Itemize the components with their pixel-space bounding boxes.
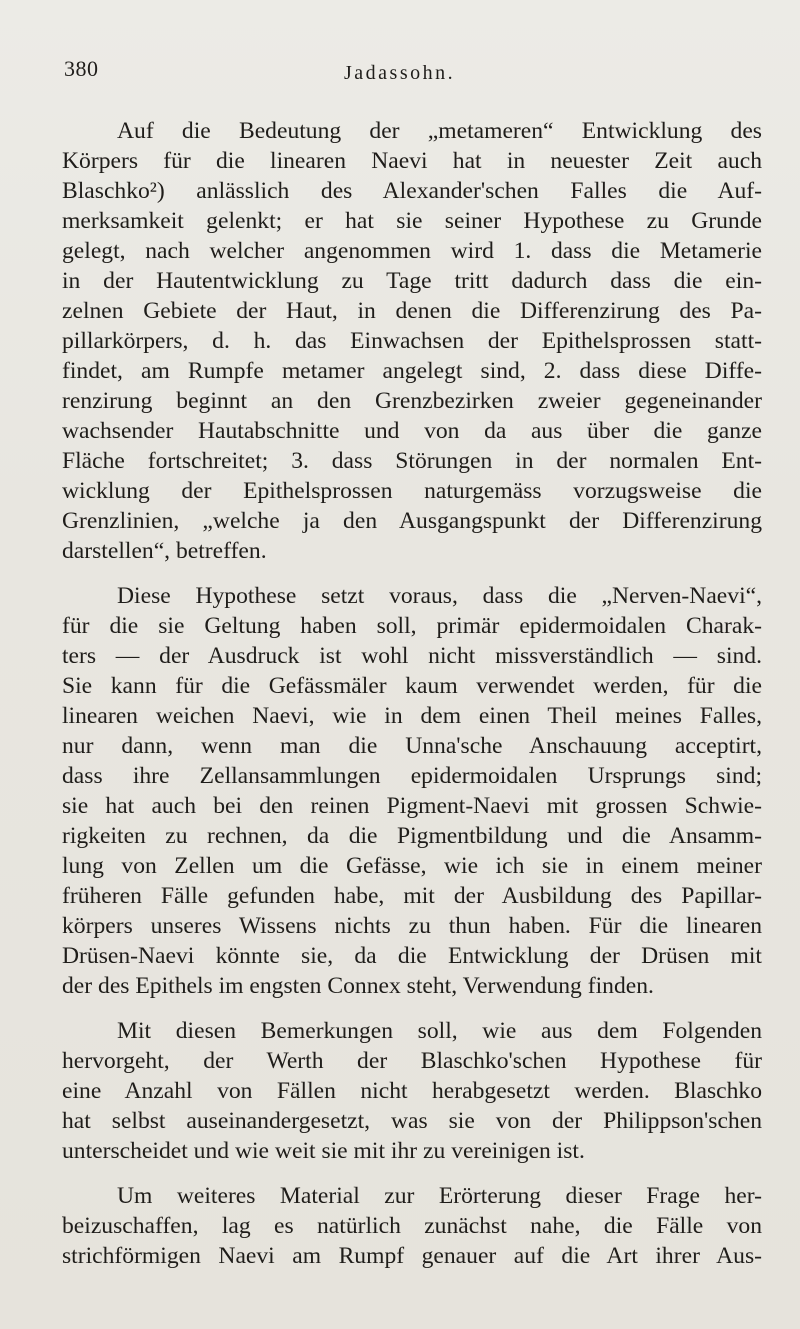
text-line: hervorgeht, der Werth der Blaschko'schen Hypothese für (62, 1048, 762, 1074)
paragraph (62, 116, 762, 566)
body-text (62, 116, 762, 1271)
text-line: körpers unseres Wissens nichts zu thun haben. Für die linearen (62, 913, 762, 939)
text-line: Körpers für die linearen Naevi hat in neuester Zeit auch (62, 148, 762, 174)
text-line: linearen weichen Naevi, wie in dem einen Theil meines Falles, (62, 703, 762, 729)
text-line: dass ihre Zellansammlungen epidermoidalen Ursprungs sind; (62, 763, 762, 789)
text-line: eine Anzahl von Fällen nicht herabgesetzt werden. Blaschko (62, 1078, 762, 1104)
text-line: nur dann, wenn man die Unna'sche Anschauung acceptirt, (62, 733, 762, 759)
paragraph (62, 1016, 762, 1166)
text-line: zelnen Gebiete der Haut, in denen die Differenzirung des Pa- (62, 298, 762, 324)
text-line: unterscheidet und wie weit sie mit ihr zu vereinigen ist. (62, 1138, 585, 1164)
text-line: pillarkörpers, d. h. das Einwachsen der Epithelsprossen statt- (62, 328, 762, 354)
text-line: früheren Fälle gefunden habe, mit der Ausbildung des Papillar- (62, 883, 762, 909)
paragraph (62, 1181, 762, 1271)
text-line: Blaschko²) anlässlich des Alexander'schen Falles die Auf- (62, 178, 762, 204)
text-line: Mit diesen Bemerkungen soll, wie aus dem Folgenden (117, 1018, 762, 1044)
text-line: Drüsen-Naevi könnte sie, da die Entwicklung der Drüsen mit (62, 943, 762, 969)
text-line: Diese Hypothese setzt voraus, dass die „Nerven-Naevi“, (117, 583, 762, 609)
text-line: ters — der Ausdruck ist wohl nicht missverständlich — sind. (62, 643, 762, 669)
text-line: der des Epithels im engsten Connex steht, Verwendung finden. (62, 973, 654, 999)
text-line: strichförmigen Naevi am Rumpf genauer auf die Art ihrer Aus- (62, 1243, 762, 1269)
text-line: Fläche fortschreitet; 3. dass Störungen in der normalen Ent- (62, 448, 762, 474)
paragraph (62, 581, 762, 1001)
page-header (62, 56, 762, 96)
text-line: Um weiteres Material zur Erörterung dieser Frage her- (117, 1183, 762, 1209)
page-number: 380 (64, 56, 99, 81)
text-line: merksamkeit gelenkt; er hat sie seiner Hypothese zu Grunde (62, 208, 762, 234)
text-line: sie hat auch bei den reinen Pigment-Naevi mit grossen Schwie- (62, 793, 762, 819)
text-line: Sie kann für die Gefässmäler kaum verwendet werden, für die (62, 673, 762, 699)
text-line: Grenzlinien, „welche ja den Ausgangspunkt der Differenzirung (62, 508, 762, 534)
text-line: Auf die Bedeutung der „metameren“ Entwicklung des (117, 118, 762, 144)
text-line: hat selbst auseinandergesetzt, was sie von der Philippson'schen (62, 1108, 762, 1134)
text-line: darstellen“, betreffen. (62, 538, 267, 564)
text-line: in der Hautentwicklung zu Tage tritt dadurch dass die ein- (62, 268, 762, 294)
text-line: findet, am Rumpfe metamer angelegt sind, 2. dass diese Diffe- (62, 358, 762, 384)
text-line: lung von Zellen um die Gefässe, wie ich sie in einem meiner (62, 853, 762, 879)
text-line: beizuschaffen, lag es natürlich zunächst nahe, die Fälle von (62, 1213, 762, 1239)
text-line: wachsender Hautabschnitte und von da aus über die ganze (62, 418, 762, 444)
text-line: wicklung der Epithelsprossen naturgemäss vorzugsweise die (62, 478, 762, 504)
text-line: gelegt, nach welcher angenommen wird 1. dass die Metamerie (62, 238, 762, 264)
text-line: für die sie Geltung haben soll, primär epidermoidalen Charak- (62, 613, 762, 639)
running-head: Jadassohn. (344, 62, 456, 84)
text-line: rigkeiten zu rechnen, da die Pigmentbildung und die Ansamm- (62, 823, 762, 849)
text-line: renzirung beginnt an den Grenzbezirken zweier gegeneinander (62, 388, 762, 414)
